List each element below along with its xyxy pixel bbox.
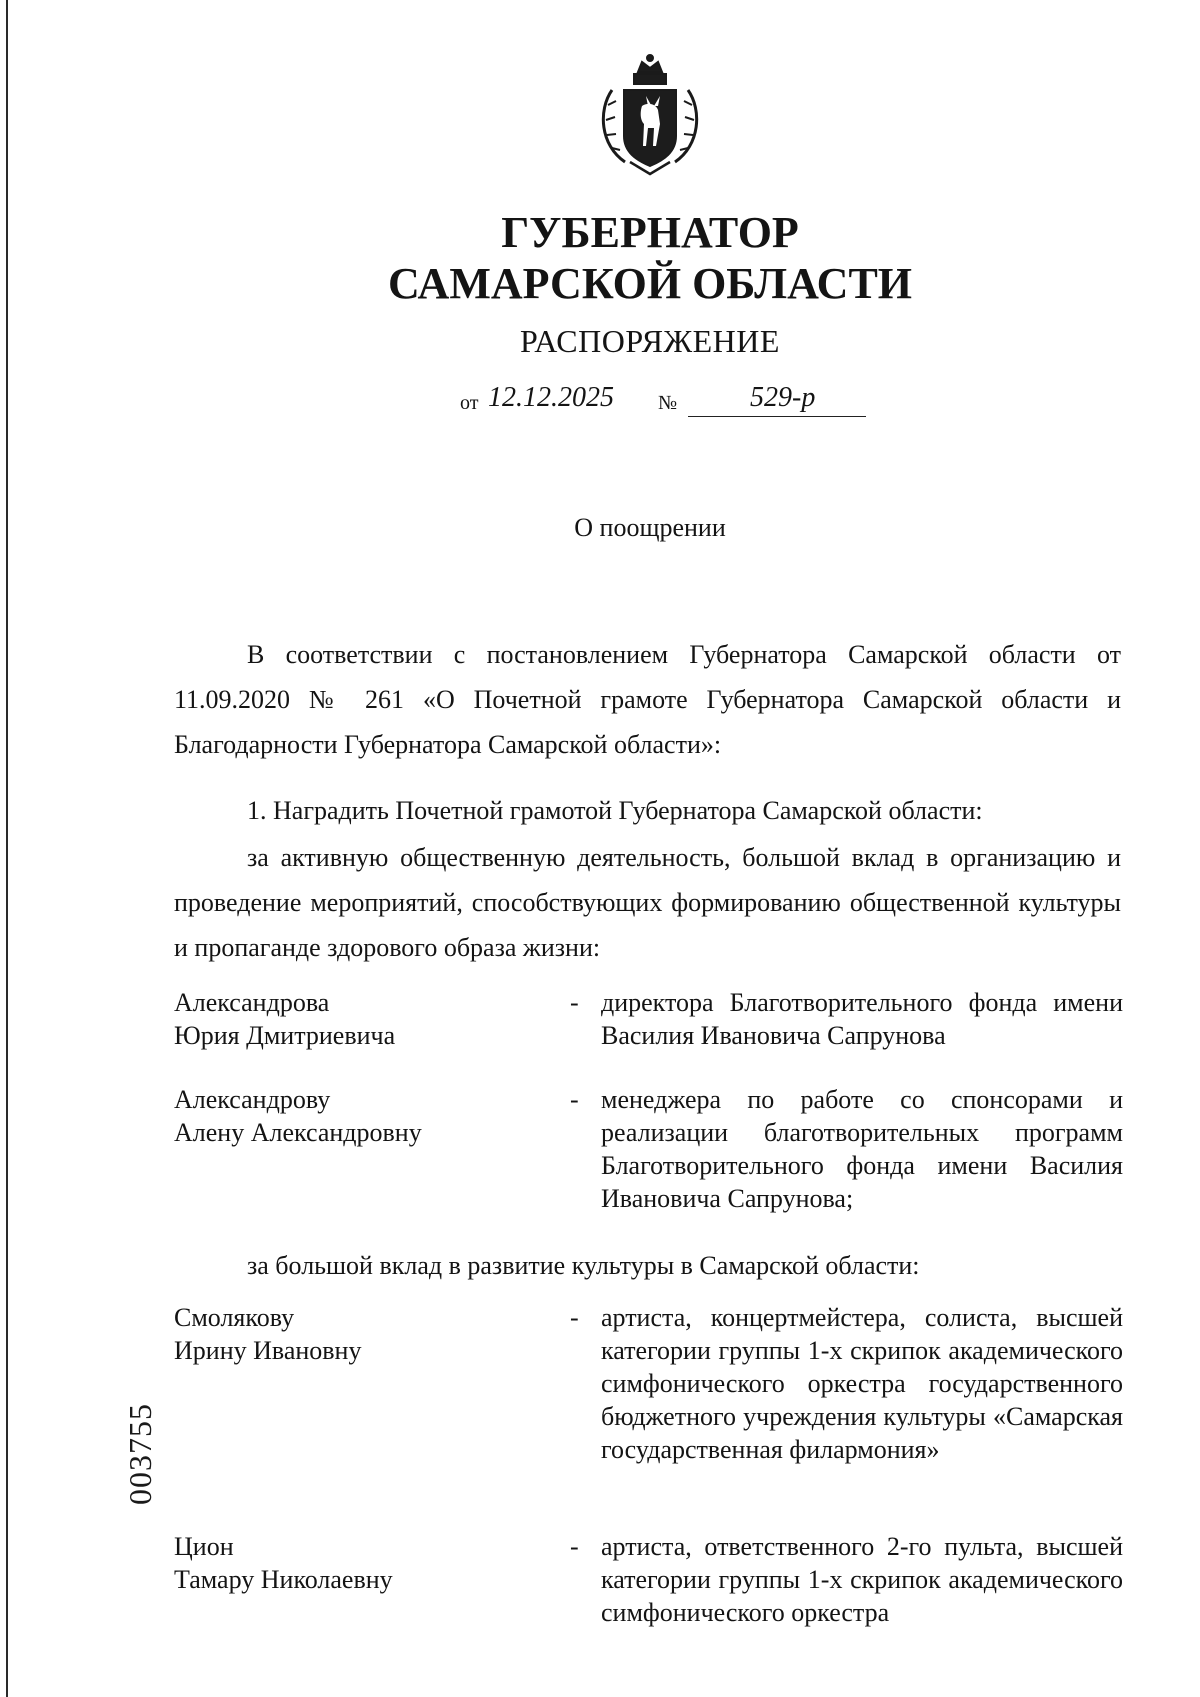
coat-of-arms-icon	[590, 50, 710, 180]
awardee-dash: -	[570, 1085, 579, 1114]
awardee-position: директора Благотворительного фонда имени Василия Ивановича Сапрунова	[601, 988, 1123, 1050]
header-line-1: ГУБЕРНАТОР	[501, 208, 799, 257]
awardee-dash: -	[570, 1303, 579, 1332]
handwritten-number: 529-р	[750, 382, 816, 413]
awardee-name: Цион Тамару Николаевну	[174, 1532, 393, 1594]
serial-stamp-number: 003755	[122, 1403, 158, 1505]
number-label: №	[658, 392, 678, 414]
document-type: РАСПОРЯЖЕНИЕ	[520, 323, 780, 359]
awardee-name: Александрову Алену Александровну	[174, 1085, 422, 1147]
handwritten-date: 12.12.2025	[488, 382, 614, 413]
reason-1-paragraph: за активную общественную деятельность, большой вклад в организацию и проведение мероприятий, способствующих формированию общественной культуры и пропаганде здорового образа жизни:	[174, 843, 1121, 962]
awardee-position: артиста, концертмейстера, солиста, высшей категории группы 1-х скрипок академического симфонического оркестра государственного бюджетного учреждения культуры «Самарская государственная филармония»	[601, 1303, 1123, 1464]
reason-2-paragraph: за большой вклад в развитие культуры в Самарской области:	[247, 1251, 920, 1280]
awardee-dash: -	[570, 988, 579, 1017]
intro-paragraph: В соответствии с постановлением Губернатора Самарской области от 11.09.2020 № 261 «О Почетной грамоте Губернатора Самарской области и Благодарности Губернатора Самарской области»:	[174, 640, 1121, 759]
date-label: от	[460, 392, 479, 414]
awardee-position: менеджера по работе со спонсорами и реализации благотворительных программ Благотворительного фонда имени Василия Ивановича Сапрунова;	[601, 1085, 1123, 1213]
awardee-name: Смолякову Ирину Ивановну	[174, 1303, 362, 1365]
number-underline	[688, 416, 866, 417]
awardee-position: артиста, ответственного 2-го пульта, высшей категории группы 1-х скрипок академического симфонического оркестра	[601, 1532, 1123, 1627]
awardee-name: Александрова Юрия Дмитриевича	[174, 988, 396, 1050]
date-number-line	[460, 382, 860, 422]
scan-edge-line	[6, 0, 8, 1697]
awardee-dash: -	[570, 1532, 579, 1561]
document-subject: О поощрении	[574, 513, 726, 542]
item-1-paragraph: 1. Наградить Почетной грамотой Губернатора Самарской области:	[247, 796, 983, 825]
header-line-2: САМАРСКОЙ ОБЛАСТИ	[387, 259, 913, 308]
